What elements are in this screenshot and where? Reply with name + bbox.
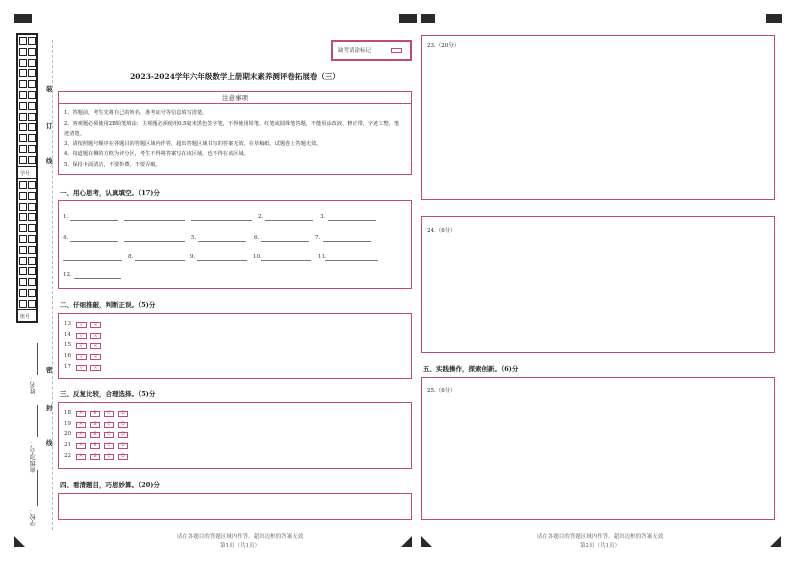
fill-blank-line[interactable] <box>325 260 378 261</box>
id-digit-cell[interactable] <box>19 257 27 265</box>
seat-label-row <box>18 309 36 321</box>
fill-number-10: 10. <box>253 254 262 260</box>
question-23-box[interactable] <box>421 35 775 200</box>
choice-option-d[interactable]: D <box>118 422 128 428</box>
id-digit-cell[interactable] <box>28 37 36 45</box>
question-24-label: 24.（6分） <box>427 228 456 234</box>
judge-true-option[interactable]: √ <box>76 333 87 339</box>
fill-number-7: 7. <box>315 235 321 241</box>
judge-false-option[interactable]: × <box>90 365 101 371</box>
fill-blank-line[interactable] <box>323 241 371 242</box>
section-1-answer-box <box>58 200 412 289</box>
fill-blank-line[interactable] <box>63 260 122 261</box>
name-field-line[interactable] <box>37 343 38 375</box>
judge-number: 17 <box>64 363 71 370</box>
notice-heading: 注意事项 <box>222 94 248 102</box>
id-digit-cell[interactable] <box>28 113 36 121</box>
corner-marker-tm2 <box>421 14 435 23</box>
id-digit-cell[interactable] <box>19 113 27 121</box>
seal-char-1: 密 <box>46 366 53 374</box>
choice-option-c[interactable]: C <box>104 411 114 417</box>
notice-rule: 5、保持卡面清洁，不要折叠，不要弄破。 <box>64 161 161 168</box>
choice-option-c[interactable]: C <box>104 454 114 460</box>
id-digit-cell[interactable] <box>19 91 27 99</box>
corner-marker-tr <box>766 14 782 23</box>
id-digit-cell[interactable] <box>28 213 36 221</box>
footer-right-page: 第2页（共1页） <box>580 543 620 549</box>
fill-blank-line[interactable] <box>70 241 118 242</box>
id-digit-cell[interactable] <box>28 246 36 254</box>
judge-number: 15 <box>64 342 71 349</box>
id-digit-cell[interactable] <box>19 235 27 243</box>
judge-true-option[interactable]: √ <box>76 354 87 360</box>
id-digit-cell[interactable] <box>19 300 27 308</box>
question-23-label: 23.（20分） <box>427 43 460 49</box>
fill-blank-line[interactable] <box>191 220 252 221</box>
choice-option-b[interactable]: B <box>90 411 100 417</box>
fill-number-9: 9. <box>190 254 196 260</box>
choice-number: 20 <box>64 431 71 438</box>
choice-option-a[interactable]: A <box>76 422 86 428</box>
id-digit-cell[interactable] <box>28 134 36 142</box>
fill-blank-line[interactable] <box>265 220 313 221</box>
school-label: 学校： <box>30 508 37 526</box>
choice-option-b[interactable]: B <box>90 443 100 449</box>
judge-true-option[interactable]: √ <box>76 343 87 349</box>
fill-blank-line[interactable] <box>328 220 376 221</box>
id-digit-cell[interactable] <box>19 123 27 131</box>
class-field-line[interactable] <box>37 405 38 437</box>
footer-right-note: 请在各题目的答题区域内作答，超出边框的答案无效 <box>536 534 664 540</box>
question-25-label: 25.（6分） <box>427 388 456 394</box>
judge-number: 14 <box>64 331 71 338</box>
choice-option-d[interactable]: D <box>118 443 128 449</box>
id-digit-cell[interactable] <box>19 246 27 254</box>
fill-number-5: 5. <box>191 235 197 241</box>
id-digit-cell[interactable] <box>19 80 27 88</box>
fill-number-11: 11. <box>318 254 327 260</box>
choice-number: 22 <box>64 452 71 459</box>
choice-option-a[interactable]: A <box>76 443 86 449</box>
fill-number-2: 2. <box>258 214 264 220</box>
choice-option-b[interactable]: B <box>90 454 100 460</box>
choice-option-c[interactable]: C <box>104 422 114 428</box>
corner-marker-tl <box>14 14 32 23</box>
id-digit-cell[interactable] <box>28 181 36 189</box>
notice-rule-2: 2、客观题必须使用2B铅笔填涂；主观题必须使用0.5毫米黑色签字笔，不得使用铅笔、红笔或圆珠笔答题，不能用涂改液、修正带，字迹工整，笔迹清楚。 <box>64 120 400 137</box>
fill-blank-line[interactable] <box>74 278 121 279</box>
notice-rule: 3、请按照题号顺序在各题目的答题区域内作答，超出答题区域书写的答案无效，在草稿纸、试题卷上答题无效。 <box>64 140 322 147</box>
id-label-row <box>18 166 36 179</box>
id-digit-cell[interactable] <box>28 267 36 275</box>
id-digit-cell[interactable] <box>19 102 27 110</box>
id-digit-cell[interactable] <box>19 145 27 153</box>
fill-blank-line[interactable] <box>197 260 247 261</box>
notice-rules <box>64 108 404 170</box>
id-digit-cell[interactable] <box>19 278 27 286</box>
id-digit-cell[interactable] <box>19 267 27 275</box>
fill-blank-line[interactable] <box>135 260 185 261</box>
judge-number: 13 <box>64 321 71 327</box>
choice-option-c[interactable]: C <box>104 432 114 438</box>
id-digit-cell[interactable] <box>28 91 36 99</box>
absent-mark-checkbox[interactable] <box>391 48 402 53</box>
choice-number: 21 <box>64 442 71 449</box>
fill-blank-line[interactable] <box>124 241 185 242</box>
id-digit-cell[interactable] <box>28 278 36 286</box>
id-digit-cell[interactable] <box>28 257 36 265</box>
id-digit-cell[interactable] <box>19 48 27 56</box>
fill-number-12: 12. <box>63 272 72 278</box>
binding-char-1: 装 <box>46 85 53 93</box>
class-label: 班级/学号： <box>30 440 37 473</box>
id-digit-cell[interactable] <box>28 80 36 88</box>
corner-triangle-bl <box>14 536 25 547</box>
choice-option-a[interactable]: A <box>76 432 86 438</box>
fill-blank-line[interactable] <box>70 220 118 221</box>
id-digit-cell[interactable] <box>28 145 36 153</box>
notice-heading-row <box>59 92 411 104</box>
binding-char-3: 线 <box>46 157 53 165</box>
corner-triangle-bm1 <box>401 536 412 547</box>
judge-false-option[interactable]: × <box>90 343 101 349</box>
judge-true-option[interactable]: √ <box>76 365 87 371</box>
choice-number: 19 <box>64 420 71 427</box>
id-digit-cell[interactable] <box>28 69 36 77</box>
seat-label: 座号 <box>20 314 31 320</box>
section-3-title: 三、反复比较，合理选择。（5)分 <box>60 390 156 398</box>
section-2-answer-box <box>58 313 412 379</box>
id-digit-cell[interactable] <box>19 69 27 77</box>
absent-mark-label: 缺考请涂标记 <box>338 48 372 54</box>
judge-true-option[interactable]: √ <box>76 322 87 328</box>
id-digit-cell[interactable] <box>28 300 36 308</box>
section-1-title: 一、用心思考，认真填空。（17)分 <box>60 189 160 197</box>
fill-number-3: 3. <box>320 214 326 220</box>
seal-char-2: 封 <box>46 404 53 412</box>
id-digit-cell[interactable] <box>28 156 36 164</box>
footer-left-page: 第1页（共1页） <box>220 543 260 549</box>
choice-option-a[interactable]: A <box>76 411 86 417</box>
corner-triangle-br <box>770 536 781 547</box>
judge-false-option[interactable]: × <box>90 333 101 339</box>
fill-blank-line[interactable] <box>261 260 311 261</box>
section-4-title: 四、看清题目，巧思妙算。（20)分 <box>60 481 160 489</box>
id-digit-cell[interactable] <box>19 203 27 211</box>
choice-number: 18 <box>64 410 71 416</box>
fill-number-8: 8. <box>128 254 134 260</box>
id-digit-cell[interactable] <box>19 224 27 232</box>
id-digit-cell[interactable] <box>19 37 27 45</box>
id-digit-cell[interactable] <box>19 289 27 297</box>
choice-option-d[interactable]: D <box>118 411 128 417</box>
id-digit-cell[interactable] <box>19 181 27 189</box>
fill-number-6: 6. <box>254 235 260 241</box>
judge-false-option[interactable]: × <box>90 322 101 328</box>
page-title: 2023-2024学年六年级数学上册期末素养测评卷拓展卷（三） <box>130 72 340 81</box>
id-digit-cell[interactable] <box>28 235 36 243</box>
binding-dashed-line <box>52 40 53 530</box>
id-label: 学号 <box>20 171 31 177</box>
footer-left-note: 请在各题目的答题区域内作答，超出边框的答案无效 <box>176 534 304 540</box>
absent-mark-box <box>331 40 412 61</box>
id-digit-cell[interactable] <box>19 213 27 221</box>
id-digit-cell[interactable] <box>28 59 36 67</box>
notice-rule <box>64 119 404 139</box>
fill-blank-line[interactable] <box>261 241 309 242</box>
school-field-line[interactable] <box>37 470 38 506</box>
section-4-answer-box[interactable] <box>58 493 412 520</box>
id-digit-cell[interactable] <box>19 192 27 200</box>
seal-char-3: 线 <box>46 439 53 447</box>
id-digit-cell[interactable] <box>28 224 36 232</box>
choice-option-a[interactable]: A <box>76 454 86 460</box>
judge-false-option[interactable]: × <box>90 354 101 360</box>
section-5-title: 五、实践操作，探索创新。（6)分 <box>423 365 519 373</box>
question-25-box[interactable] <box>421 377 775 520</box>
question-24-box[interactable] <box>421 216 775 353</box>
choice-option-b[interactable]: B <box>90 422 100 428</box>
fill-number-4: 4. <box>63 235 69 241</box>
id-digit-cell[interactable] <box>28 203 36 211</box>
id-digit-cell[interactable] <box>28 289 36 297</box>
corner-marker-tm1 <box>399 14 417 23</box>
id-digit-cell[interactable] <box>19 59 27 67</box>
id-digit-cell[interactable] <box>19 156 27 164</box>
judge-number: 16 <box>64 353 71 360</box>
student-id-grid <box>16 33 38 323</box>
id-digit-cell[interactable] <box>28 192 36 200</box>
id-digit-cell[interactable] <box>28 102 36 110</box>
notice-rule: 4、每道题在侧的方框为评分区，考生不得将答案写在该区域，也不得在该区域。 <box>64 151 249 158</box>
name-label: 姓名： <box>30 376 37 394</box>
fill-number-1: 1. <box>63 214 69 220</box>
id-digit-cell[interactable] <box>28 48 36 56</box>
notice-rule: 1、答题前，考生先将自己的姓名、准考证号等信息填写清楚。 <box>64 110 208 116</box>
choice-option-d[interactable]: D <box>118 432 128 438</box>
choice-option-b[interactable]: B <box>90 432 100 438</box>
choice-option-d[interactable]: D <box>118 454 128 460</box>
binding-char-2: 订 <box>46 122 53 130</box>
choice-option-c[interactable]: C <box>104 443 114 449</box>
fill-blank-line[interactable] <box>198 241 246 242</box>
fill-blank-line[interactable] <box>124 220 185 221</box>
section-2-title: 二、仔细推敲，判断正误。（5)分 <box>60 301 156 309</box>
id-digit-cell[interactable] <box>28 123 36 131</box>
id-digit-cell[interactable] <box>19 134 27 142</box>
corner-triangle-bm2 <box>421 536 432 547</box>
